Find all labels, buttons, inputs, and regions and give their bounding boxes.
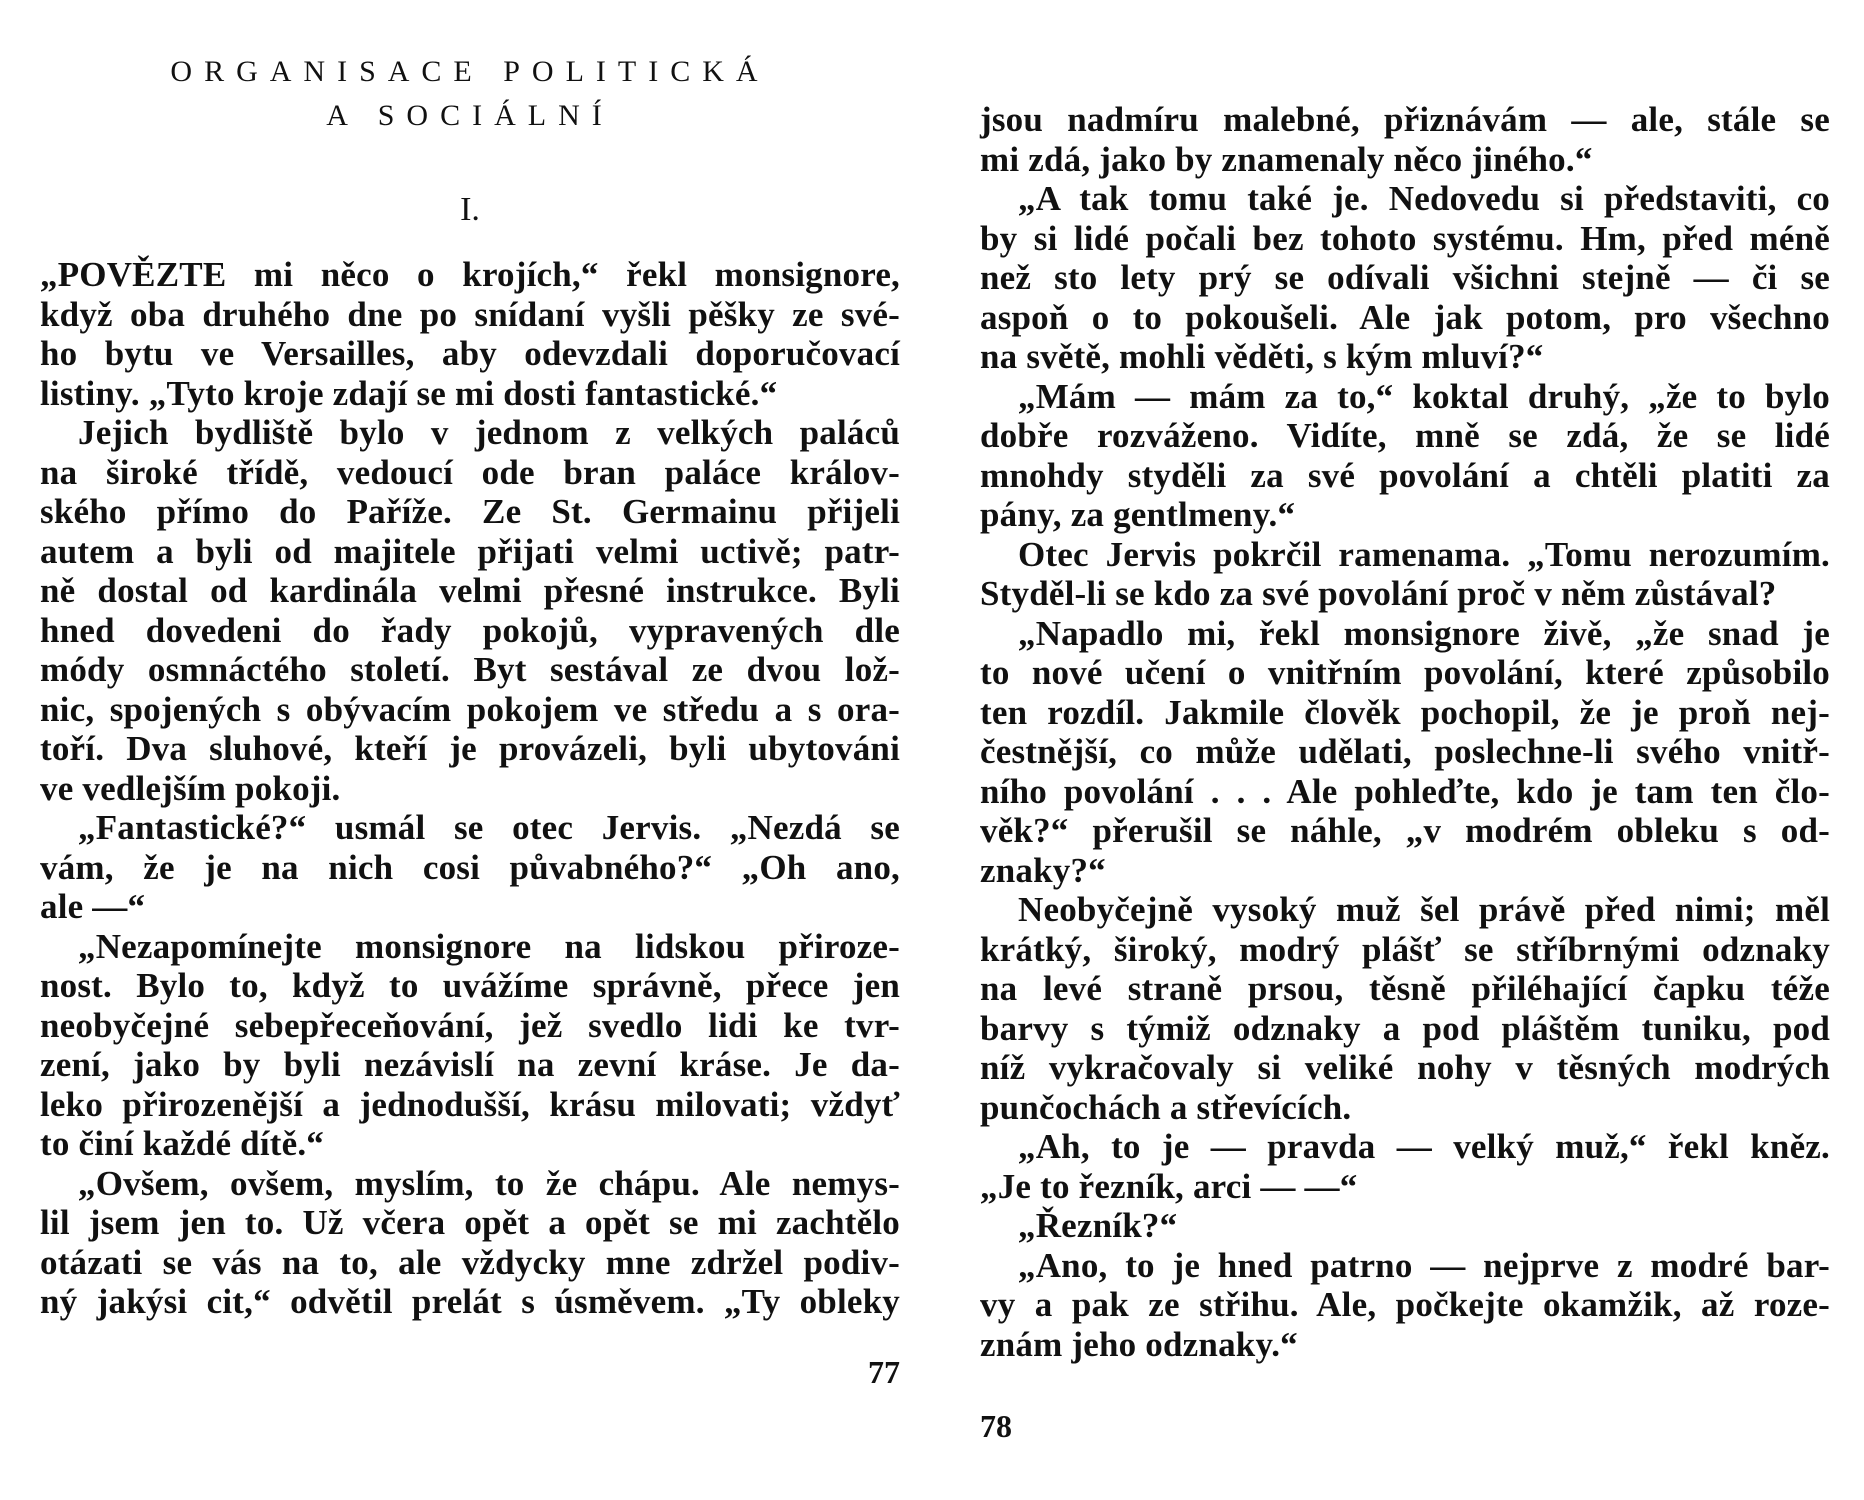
text-line: znám jeho odznaky.“ — [980, 1324, 1298, 1364]
text-line: vy a pak ze střihu. Ale, počkejte okamžik, až roze- — [980, 1285, 1830, 1324]
text-line: nic, spojených s obývacím pokojem ve středu a s ora- — [40, 689, 900, 729]
text-line: jsou nadmíru malebné, přiznávám — ale, stále se — [980, 100, 1830, 139]
chapter-number: I. — [460, 191, 480, 228]
text-line: dobře rozváženo. Vidíte, mně se zdá, že se lidé — [980, 416, 1830, 455]
text-line: Neobyčejně vysoký muž šel právě před nimi; měl — [1018, 890, 1830, 929]
text-line: „Nezapomínejte monsignore na lidskou přiroze- — [78, 926, 900, 966]
text-line: Jejich bydliště bylo v jednom z velkých paláců — [78, 413, 900, 452]
text-line: to nové učení o vnitřním povolání, které způsobilo — [980, 653, 1830, 692]
text-line: toří. Dva sluhové, kteří je provázeli, byli ubytováni — [40, 729, 900, 768]
text-line: „Ano, to je hned patrno — nejprve z modré bar- — [1018, 1245, 1830, 1285]
text-line: leko přirozenější a jednodušší, krásu milovati; vždyť — [40, 1084, 900, 1124]
text-line: „Ovšem, ovšem, myslím, to že chápu. Ale nemys- — [78, 1163, 900, 1203]
text-line: „A tak tomu také je. Nedovedu si představiti, co — [1018, 179, 1830, 218]
text-line: „Fantastické?“ usmál se otec Jervis. „Nezdá se — [78, 808, 900, 847]
text-line: „Řezník?“ — [1018, 1206, 1178, 1245]
text-line: „POVĚZTE mi něco o krojích,“ řekl monsignore, — [40, 255, 900, 294]
right-page — [980, 0, 1830, 1500]
text-line: neobyčejné sebepřeceňování, jež svedlo lidi ke tvr- — [40, 1005, 900, 1045]
text-line: „Mám — mám za to,“ koktal druhý, „že to bylo — [1018, 376, 1830, 416]
text-line: módy osmnáctého století. Byt sestával ze dvou lož- — [40, 650, 900, 689]
text-line: čestnější, co může udělati, poslechne-li svého vnitř- — [980, 732, 1830, 771]
text-line: na světě, mohli věděti, s kým mluví?“ — [980, 337, 1544, 376]
text-line: „Ah, to je — pravda — velký muž,“ řekl kněz. — [1018, 1127, 1830, 1166]
text-line: ního povolání . . . Ale pohleďte, kdo je tam ten člo- — [980, 771, 1830, 811]
text-line: otázati se vás na to, ale vždycky mne zdržel podiv- — [40, 1242, 900, 1282]
text-line: ského přímo do Paříže. Ze St. Germainu přijeli — [40, 492, 900, 531]
page-number: 78 — [980, 1408, 1012, 1444]
text-line: ale —“ — [40, 887, 146, 926]
text-line: ten rozdíl. Jakmile člověk pochopil, že je proň nej- — [980, 692, 1830, 732]
text-line: než sto lety prý se odívali všichni stejně — či se — [980, 258, 1830, 297]
text-line: mi zdá, jako by znamenaly něco jiného.“ — [980, 139, 1593, 179]
text-line: barvy s týmiž odznaky a pod pláštěm tuniku, pod — [980, 1008, 1830, 1048]
chapter-title-line-2: A SOCIÁLNÍ — [326, 99, 614, 132]
text-line: to činí každé dítě.“ — [40, 1124, 324, 1163]
left-page-body — [40, 255, 900, 1322]
chapter-heading — [80, 50, 860, 138]
text-line: když oba druhého dne po snídaní vyšli pěšky ze své- — [40, 294, 900, 334]
page-number: 77 — [868, 1354, 900, 1390]
text-line: ný jakýsi cit,“ odvětil prelát s úsměvem. „Ty obleky — [40, 1282, 900, 1321]
text-line: autem a byli od majitele přijati velmi uctivě; patr- — [40, 531, 900, 571]
left-page — [40, 0, 900, 1500]
text-line: Otec Jervis pokrčil ramenama. „Tomu nerozumím. — [1018, 534, 1830, 574]
text-line: listiny. „Tyto kroje zdají se mi dosti fantastické.“ — [40, 373, 778, 413]
text-line: zení, jako by byli nezávislí na zevní kráse. Je da- — [40, 1045, 900, 1084]
text-line: aspoň o to pokoušeli. Ale jak potom, pro všechno — [980, 297, 1830, 337]
text-line: hned dovedeni do řady pokojů, vypravených dle — [40, 610, 900, 650]
text-line: pány, za gentlmeny.“ — [980, 495, 1296, 534]
text-line: znaky?“ — [980, 850, 1106, 890]
text-line: punčochách a střevících. — [980, 1087, 1352, 1127]
text-line: na široké třídě, vedoucí ode bran paláce králov- — [40, 452, 900, 492]
text-line: by si lidé počali bez tohoto systému. Hm, před méně — [980, 218, 1830, 258]
text-line: nost. Bylo to, když to uvážíme správně, přece jen — [40, 966, 900, 1005]
chapter-title-line-1: ORGANISACE POLITICKÁ — [170, 55, 770, 88]
text-line: vám, že je na nich cosi půvabného?“ „Oh ano, — [40, 847, 900, 887]
text-line: Styděl-li se kdo za své povolání proč v něm zůstával? — [980, 574, 1777, 613]
text-line: ho bytu ve Versailles, aby odevzdali doporučovací — [40, 334, 900, 373]
text-line: lil jsem jen to. Už včera opět a opět se mi zachtělo — [40, 1203, 900, 1242]
text-line: ně dostal od kardinála velmi přesné instrukce. Byli — [40, 571, 900, 610]
text-line: ve vedlejším pokoji. — [40, 768, 341, 808]
text-line: na levé straně prsou, těsně přiléhající čapku téže — [980, 969, 1830, 1008]
right-page-body — [980, 100, 1830, 1364]
text-line: věk?“ přerušil se náhle, „v modrém obleku s od- — [980, 811, 1830, 850]
text-line: mnohdy styděli za své povolání a chtěli platiti za — [980, 455, 1830, 495]
text-line: krátký, široký, modrý plášť se stříbrnými odznaky — [980, 929, 1830, 969]
text-line: níž vykračovaly si veliké nohy v těsných modrých — [980, 1048, 1830, 1087]
text-line: „Je to řezník, arci — —“ — [980, 1166, 1358, 1206]
text-line: „Napadlo mi, řekl monsignore živě, „že snad je — [1018, 613, 1830, 653]
